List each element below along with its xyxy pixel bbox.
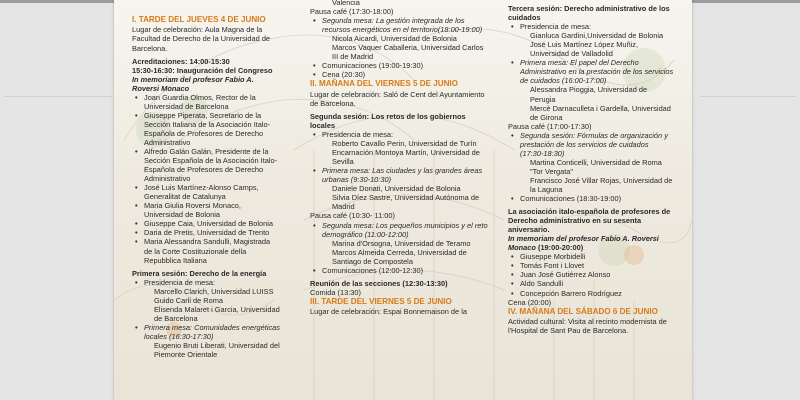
- list-item: • Daria de Pretis, Universidad de Trento: [132, 228, 280, 237]
- list-item: • Primera mesa: Las ciudades y las grandes áreas urbanas (9:30-10:30): [310, 166, 488, 184]
- list-item: • Cena (20:30): [310, 70, 488, 79]
- list-item: • Aldo Sandulli: [508, 279, 674, 288]
- list-item: • Giuseppe Caia, Universidad de Bolonia: [132, 219, 280, 228]
- activity-text: Actividad cultural: Visita al recinto modernista de l'Hospital de Sant Pau de Barcelona.: [508, 317, 667, 336]
- panel-list: [310, 16, 488, 34]
- list-item: • Giuseppe Morbidelli: [508, 252, 674, 261]
- list-item: • Joan Guardia Olmos, Rector de la Universidad de Barcelona: [132, 93, 280, 111]
- in-memoriam: In memoriam del profesor Fabio A. Roversi Monaco: [132, 74, 254, 93]
- list-item: • Comunicaciones (18:30-19:00): [508, 194, 674, 203]
- column-right: [508, 0, 674, 335]
- speaker: José Luis Martínez López Muñiz, Universidad de Valladolid: [530, 40, 639, 59]
- left-margin-line: [4, 96, 112, 97]
- session-title: Primera sesión: Derecho de la energía: [132, 268, 267, 278]
- list-item: • Juan José Gutiérrez Alonso: [508, 270, 674, 279]
- panel-list: [310, 166, 488, 184]
- session-title: Segunda sesión: Los retos de los gobiernos locales: [310, 111, 466, 131]
- list-item: • Concepción Barrero Rodríguez: [508, 289, 674, 298]
- speaker: Marcos Almeida Cerreda, Universidad de Santiago de Compostela: [332, 247, 467, 266]
- speaker: Valencia: [332, 0, 360, 8]
- session-list: [310, 130, 488, 139]
- inauguration-list: [132, 93, 280, 265]
- lunch-text: Comida (13:30): [310, 287, 361, 297]
- list-item: • Segunda sesión: Fórmulas de organización y prestación de los servicios de cuidados (17:30-18:30): [508, 131, 674, 158]
- list-item: • Primera mesa: Comunidades energéticas locales (16:30-17:30): [132, 323, 280, 341]
- memoriam-time: (19:00-20:00): [537, 243, 584, 253]
- schedule-list: [310, 61, 488, 79]
- speaker: Mercè Darnaculleta i Gardella, Universidad de Girona: [530, 103, 671, 122]
- speaker: Alessandra Pioggia, Universidad de Perugia: [530, 85, 648, 104]
- list-item: • Segunda mesa: Los pequeños municipios y el reto demográfico (11:00-12:00): [310, 221, 488, 239]
- speaker: Daniele Donati, Universidad de Bolonia: [332, 184, 461, 194]
- accreditation: Acreditaciones: 14:00-15:30: [132, 56, 230, 66]
- speaker: Francisco José Villar Rojas, Universidad de la Laguna: [530, 175, 673, 194]
- section-heading-1: I. TARDE DEL JUEVES 4 DE JUNIO: [132, 15, 266, 24]
- list-item: • Maria Giulia Roversi Monaco, Universidad de Bolonia: [132, 201, 280, 219]
- session-list: [132, 278, 280, 287]
- list-item: • José Luis Martínez-Alonso Camps, Generalitat de Catalunya: [132, 183, 280, 201]
- schedule-list: [310, 266, 488, 275]
- right-margin-line: [700, 96, 796, 97]
- list-item: • Comunicaciones (12:00-12:30): [310, 266, 488, 275]
- speaker: Roberto Cavallo Perin, Universidad de Turín: [332, 139, 477, 149]
- list-item: • Tomás Font i Llovet: [508, 261, 674, 270]
- session-title: Tercera sesión: Derecho administrativo de los cuidados: [508, 4, 670, 23]
- panel-list: [508, 131, 674, 158]
- venue-text: Lugar de celebración: Aula Magna de la Facultad de Derecho de la Universidad de Barcelona.: [132, 25, 271, 53]
- speaker: Nicola Aicardi, Universidad de Bolonia: [332, 34, 457, 44]
- speaker: Marina d'Orsogna, Universidad de Teramo: [332, 238, 471, 248]
- speaker: Eugenio Bruti Liberati, Universidad del Piemonte Orientale: [154, 341, 280, 360]
- speaker: Elisenda Malaret i Garcia, Universidad de Barcelona: [154, 304, 280, 323]
- panel-list: [310, 221, 488, 239]
- panel-list: [508, 58, 674, 85]
- list-item: • Alfredo Galán Galán, Presidente de la Sección Española de la Asociación Italo-Española de Profesores de Derecho Administrativo: [132, 147, 280, 183]
- column-left: [132, 15, 280, 359]
- speaker: Silvia Díez Sastre, Universidad Autónoma de Madrid: [332, 193, 480, 212]
- break-text: Pausa café (17:00-17:30): [508, 121, 592, 131]
- list-item: • Maria Alessandra Sandulli, Magistrada de la Corte Costituzionale della Repubblica Italiana: [132, 237, 280, 264]
- list-item: • Presidencia de mesa:: [132, 278, 280, 287]
- speaker: Gianluca Gardini,Universidad de Bolonia: [530, 31, 664, 41]
- speaker: Marcello Clarich, Universidad LUISS Guido Carli de Roma: [154, 286, 274, 305]
- association-title: La asociación italo-española de profesores de Derecho administrativo en su sesenta aniversario.: [508, 207, 671, 235]
- column-middle: [310, 0, 488, 316]
- venue-text: Lugar de celebración: Espai Bonnemaison de la: [310, 307, 467, 317]
- inauguration-time: 15:30-16:30: Inauguración del Congreso: [132, 65, 273, 75]
- list-item: • Giuseppe Piperata, Secretario de la Sección Italiana de la Asociación Italo-Española de Profesores de Derecho Administrativo: [132, 111, 280, 147]
- list-item: • Segunda mesa: La gestión integrada de los recursos energéticos en el territorio(18:00-19:00): [310, 16, 488, 34]
- tribute-list: [508, 252, 674, 297]
- schedule-list: [508, 194, 674, 203]
- list-item: • Comunicaciones (19:00-19:30): [310, 61, 488, 70]
- list-item: • Presidencia de mesa:: [508, 22, 674, 31]
- break-text: Pausa café (17:30-18:00): [310, 7, 394, 17]
- meeting-text: Reunión de las secciones (12:30-13:30): [310, 278, 448, 288]
- speaker: Encarnación Montoya Martín, Universidad de Sevilla: [332, 148, 480, 167]
- section-heading-3: III. TARDE DEL VIERNES 5 DE JUNIO: [310, 296, 452, 306]
- association-memoriam: [508, 234, 674, 252]
- section-heading-4: IV. MAÑANA DEL SÁBADO 6 DE JUNIO: [508, 306, 658, 316]
- section-heading-2: II. MAÑANA DEL VIERNES 5 DE JUNIO: [310, 79, 458, 89]
- list-item: • Primera mesa: El papel del Derecho Administrativo en la prestación de los servicios de cuidados (16:00-17:00): [508, 58, 674, 85]
- break-text: Pausa café (10:30- 11:00): [310, 211, 395, 221]
- speaker: Marcos Vaquer Caballeria, Universidad Carlos III de Madrid: [332, 43, 484, 62]
- dinner-text: Cena (20:00): [508, 297, 552, 307]
- venue-text: Lugar de celebración: Saló de Cent del Ayuntamiento de Barcelona.: [310, 89, 485, 108]
- memoriam-text: In memoriam del profesor Fabio A. Roversi Monaco: [508, 234, 659, 253]
- list-item: • Presidencia de mesa:: [310, 130, 488, 139]
- panel-list: [132, 323, 280, 341]
- program-page: [114, 0, 692, 400]
- speaker: Martina Conticelli, Universidad de Roma "Tor Vergata": [530, 157, 662, 176]
- session-list: [508, 22, 674, 31]
